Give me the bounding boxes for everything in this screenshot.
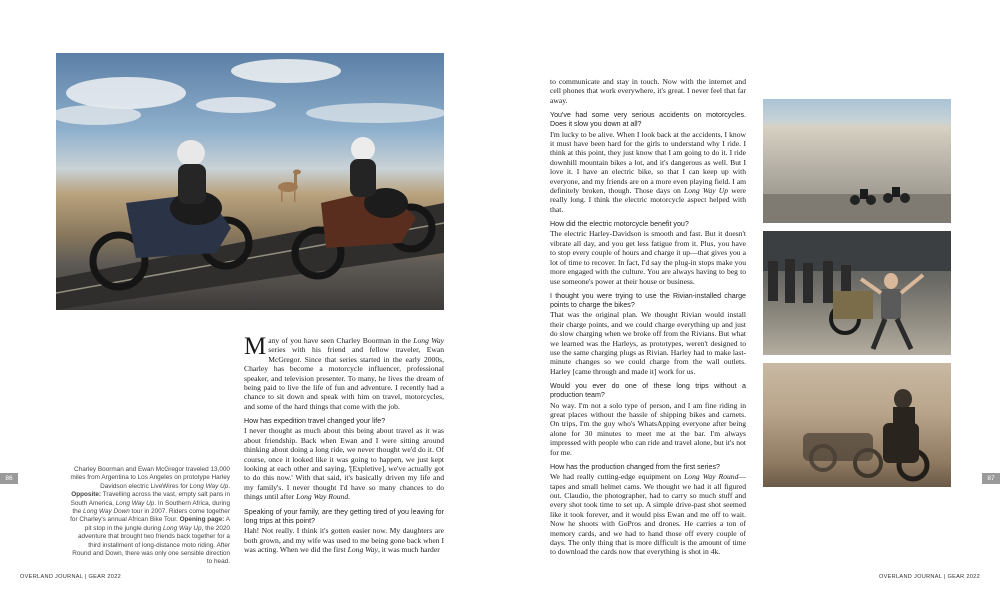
answer-paragraph: Hah! Not really. I think it's gotten easier now. My daughters are both grown, and my wife was used to me being gone back when I was acting. When we did the first Long Way, it was much harder [244, 526, 444, 554]
question-heading: Speaking of your family, are they getting tired of you leaving for long trips at this point? [244, 507, 444, 525]
answer-paragraph: to communicate and stay in touch. Now with the internet and cell phones that work everywhere, it's great. I never feel that far away. [550, 77, 746, 105]
answer-paragraph: I never thought as much about this being about travel as it was about friendship. Back when Ewan and I were sitting around thinking about doing a long ride, we never thought we'd do it. Of course, once it looked like it was going to happen, we just kept looking at each other and saying, '[Expletive], we've actually got to do this now.' With that said, it's basically driven my life and my family's. I never thought I'd have so many chances to do things until after Long Way Round. [244, 426, 444, 502]
question-heading: How has the production changed from the first series? [550, 463, 720, 472]
photo-caption: Charley Boorman and Ewan McGregor traveled 13,000 miles from Argentina to Los Angeles on prototype Harley Davidson electric LiveWires for Long Way Up. Opposite: Travelling across the vast, empty salt pans in South America, Long Way Up. In Southern Africa, during the Long Way Down tour in 2007. Riders come together for Charley's annual African Bike Tour. Opening page: A pit stop in the jungle during Long Way Up, the 2020 adventure that brought two friends back together for a third installment of long-distance moto riding. After Round and Down, there was only one sensible direction to head. [70, 466, 230, 566]
question-heading: How has expedition travel changed your life? [244, 417, 386, 426]
answer-paragraph: We had really cutting-edge equipment on Long Way Round—tapes and small helmet cams. We thought we had it all figured out. Claudio, the photographer, had to carry so much stuff and every shot took time to set up. A simple drive-past shot seemed like it took forever, and it would piss Ewan and me off to wait. Now he shoots with GoPros and drones. He carries a ton of memory cards, and we had to hand those off every couple of days. The only thing that is more difficult is the amount of time to download the cards now that everything is shot in 4k. [550, 472, 746, 557]
question-heading: I thought you were trying to use the Rivian-installed charge points to charge the bikes? [550, 291, 746, 310]
intro-paragraph: Many of you have seen Charley Boorman in the Long Way series with his friend and fellow traveler, Ewan McGregor. Since that series started in the early 2000s, Charley has become a motorcycle influencer, professional speaker, and television presenter. To many, he lives the dream of being paid to live the life of fun and adventure. I recently had a chance to sit down and speak with him on travel, motorcycles, and some of the hard things that come with the job. [244, 333, 444, 411]
footer-left: OVERLAND JOURNAL | GEAR 2022 [20, 574, 122, 580]
footer-right: OVERLAND JOURNAL | GEAR 2022 [878, 574, 980, 580]
question-heading: You've had some very serious accidents on motorcycles. Does it slow you down at all? [550, 111, 746, 129]
page-number-left: 86 [0, 473, 18, 484]
answer-paragraph: No way. I'm not a solo type of person, and I am fine riding in great places without the hassle of shipping bikes and carnets. On trips, I'm the guy who's WhatsApping everyone after being alone for 30 minutes to meet me at the bar. I'm always impressed with people who can ride and travel alone, but it's not for me. [550, 400, 746, 457]
drop-cap: M [244, 333, 267, 360]
question-heading: How did the electric motorcycle benefit you? [550, 220, 689, 229]
article-column-right [550, 77, 746, 557]
page-number-right: 87 [982, 473, 1000, 484]
article-column-left [244, 333, 444, 554]
answer-paragraph: That was the original plan. We thought Rivian would install their charge points, and we could charge everything up and just do slow charging when we broke off from the Rivians. But what we learned was the Harleys, as prototypes, weren't designed to use the same charging plugs as Rivian. Harley had to make last-minute changes so we could charge from the wall outlets. Harley [came through and made it] work for us. [550, 310, 746, 376]
celebration-photo [763, 231, 951, 355]
answer-paragraph: I'm lucky to be alive. When I look back at the accidents, I know it must have been hard for the girls to understand why I ride. I think at this point, they just know that I am going to do it. I ride downhill mountain bikes a lot, and it's dangerous as well. But I love it. I have an electric bike, so that I can keep up with everyone, and my friends are on a more even playing field. I am definitely broken, though. Those days on Long Way Up were really long. I think the electric motorcycle aspect helped with that. [550, 129, 746, 214]
salt-pan-photo [763, 99, 951, 223]
question-heading: Would you ever do one of these long trips without a production team? [550, 382, 746, 400]
hero-photo [56, 53, 444, 310]
answer-paragraph: The electric Harley-Davidson is smooth and fast. But it doesn't vibrate all day, and you get less fatigue from it. Plus, you have to stop every couple of hours and charge it up—that gives you a lot of time to recover. In fact, I'd say the plug-in stops make you more engaged with the culture. You are always having to beg to use someone's power at their house or business. [550, 229, 746, 286]
dust-storm-photo [763, 363, 951, 487]
